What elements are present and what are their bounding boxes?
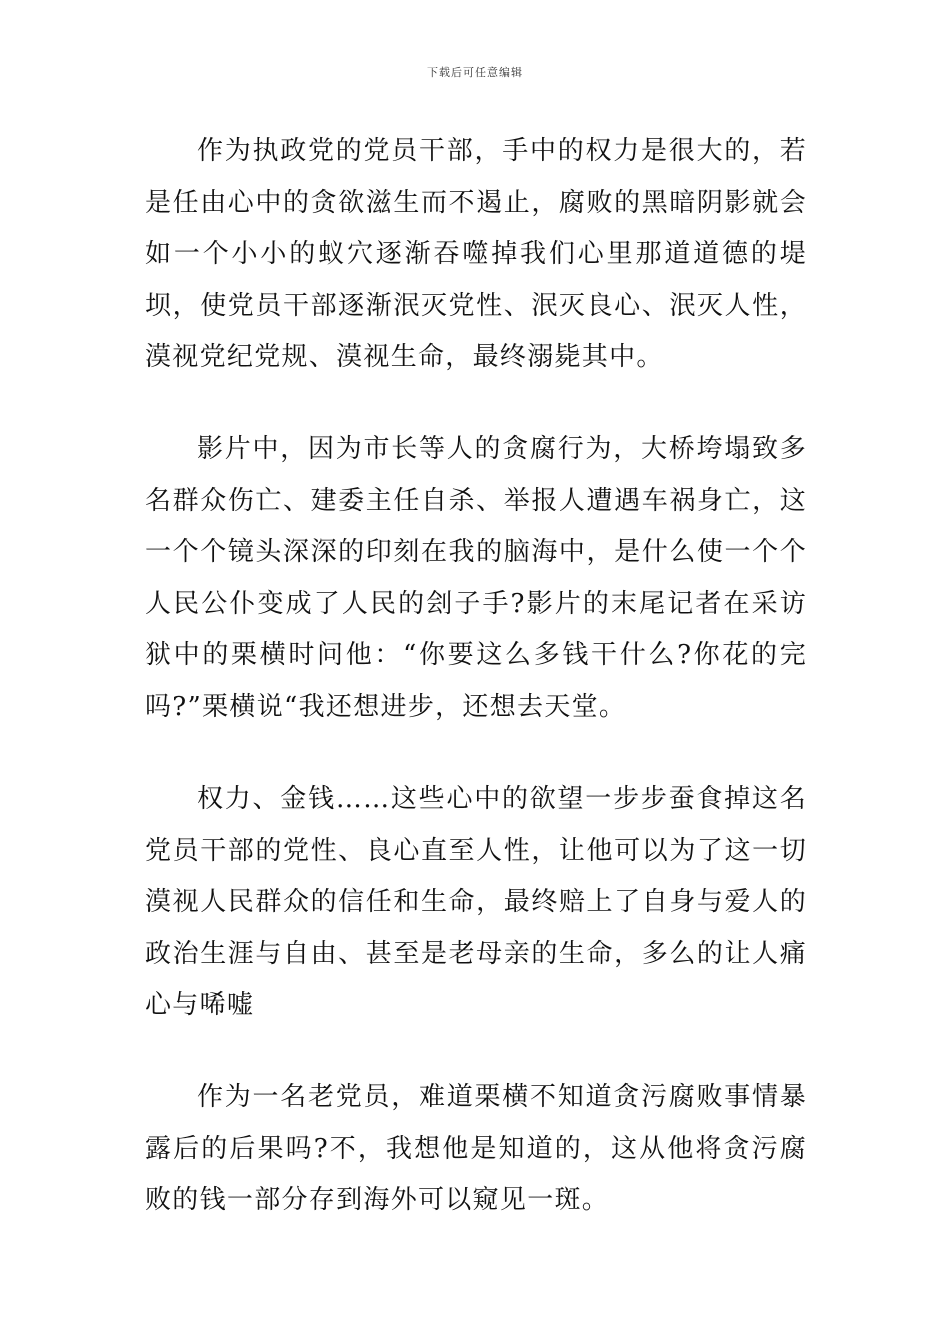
body-paragraph: 影片中，因为市长等人的贪腐行为，大桥垮塌致多名群众伤亡、建委主任自杀、举报人遭遇车祸身亡，这一个个镜头深深的印刻在我的脑海中，是什么使一个个人民公仆变成了人民的刽子手?影片的末尾记者在采访狱中的栗横时问他：“你要这么多钱干什么?你花的完吗?”栗横说“我还想进步，还想去天堂。 [145,434,807,722]
body-paragraph: 作为执政党的党员干部，手中的权力是很大的，若是任由心中的贪欲滋生而不遏止，腐败的黑暗阴影就会如一个小小的蚁穴逐渐吞噬掉我们心里那道道德的堤坝，使党员干部逐渐泯灭党性、泯灭良心、泯灭人性，漠视党纪党规、漠视生命，最终溺毙其中。 [145,136,807,372]
page-header-note: 下载后可任意编辑 [427,66,523,79]
body-paragraph: 作为一名老党员，难道栗横不知道贪污腐败事情暴露后的后果吗?不，我想他是知道的，这从他将贪污腐败的钱一部分存到海外可以窥见一斑。 [145,1082,807,1215]
body-paragraph: 权力、金钱……这些心中的欲望一步步蚕食掉这名党员干部的党性、良心直至人性，让他可以为了这一切漠视人民群众的信任和生命，最终赔上了自身与爱人的政治生涯与自由、甚至是老母亲的生命，多么的让人痛心与唏嘘 [145,784,807,1020]
